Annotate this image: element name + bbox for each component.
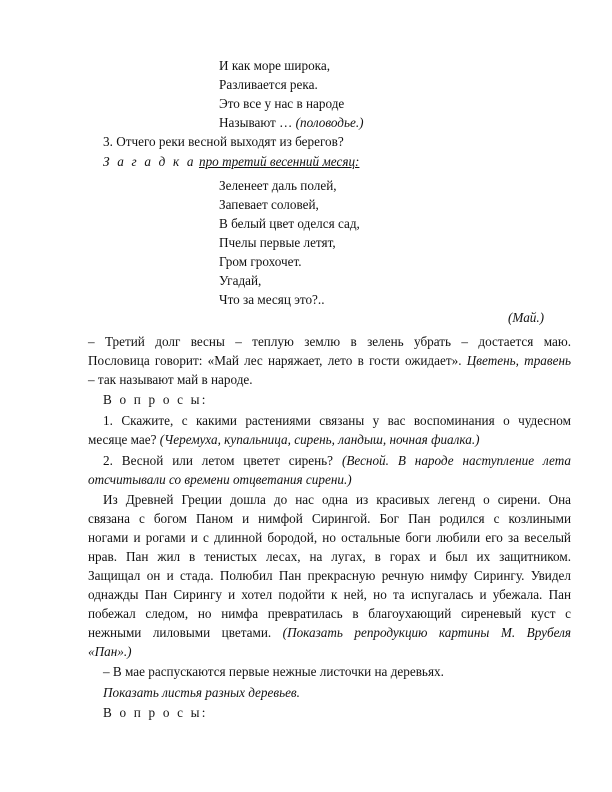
riddle-label: З а г а д к а: [103, 154, 196, 169]
poem1-line: Называют …: [219, 115, 293, 130]
question-2-line: [103, 452, 571, 470]
legend-instruction: (Показать репродукцию картины М. Врубеля: [282, 625, 572, 640]
questions-heading: В о п р о с ы:: [103, 705, 208, 720]
poem2-line: Зеленеет даль полей,: [219, 178, 337, 193]
folk-names: Цветень, травень: [466, 353, 572, 368]
question-3: 3. Отчего реки весной выходят из берегов?: [103, 134, 344, 149]
poem2-line: В белый цвет оделся сад,: [219, 216, 360, 231]
question-1-answer: (Черемуха, купальница, сирень, ландыш, ночная фиалка.): [159, 432, 480, 447]
instruction-line: Показать листья разных деревьев.: [103, 685, 300, 700]
poem2-line: Угадай,: [219, 273, 262, 288]
question-1-line: 1. Скажите, с какими растениями связаны у вас воспоминания о чудесном: [103, 413, 571, 428]
legend-line: побежал следом, но нимфа превратилась в благоухающий сиреневый куст с: [88, 606, 571, 621]
paragraph-line: – так называют май в народе.: [88, 372, 253, 387]
legend-line: Из Древней Греции дошла до нас одна из красивых легенд о сирени. Она: [103, 492, 571, 507]
questions-heading: В о п р о с ы:: [103, 392, 208, 407]
poem1-line-last: [219, 114, 364, 132]
riddle-heading: [103, 153, 359, 171]
legend-line: ногами и рогами и с длинной бородой, но остальные боги любили его за веселый: [88, 530, 571, 545]
legend-line: однажды Пан Сирингу и хотел подойти к ней, но та испугалась и убежала. Пан: [88, 587, 571, 602]
paragraph-line: – В мае распускаются первые нежные листочки на деревьях.: [103, 664, 444, 679]
legend-text: нежными лиловыми цветами.: [88, 625, 272, 640]
poem2-line: Гром грохочет.: [219, 254, 302, 269]
legend-line: [88, 624, 571, 642]
poem2-answer: (Май.): [508, 310, 545, 325]
poem1-line: Это все у нас в народе: [219, 96, 345, 111]
poem2-line: Запевает соловей,: [219, 197, 319, 212]
question-2-text: 2. Весной или летом цветет сирень?: [103, 453, 334, 468]
paragraph-line: [88, 352, 571, 370]
question-1-text: месяце мае?: [88, 432, 157, 447]
riddle-topic: про третий весенний месяц:: [198, 154, 360, 169]
poem2-line: Что за месяц это?..: [219, 292, 325, 307]
poem1-line: Разливается река.: [219, 77, 318, 92]
legend-line: нрав. Пан жил в тенистых лесах, на лугах, в горах и был их защитником.: [88, 549, 571, 564]
poem1-line: И как море широка,: [219, 58, 331, 73]
poem1-answer: (половодье.): [295, 115, 364, 130]
proverb-text: Пословица говорит: «Май лес наряжает, лето в гости ожидает».: [88, 353, 462, 368]
legend-line: связана с богом Паном и нимфой Сирингой. Бог Пан родился с козлиными: [88, 511, 571, 526]
question-2-answer-cont: отсчитывали со времени отцветания сирени.): [88, 472, 352, 487]
question-2-answer: (Весной. В народе наступление лета: [341, 453, 571, 468]
legend-line: Защищал он и стада. Полюбил Пан прекрасную речную нимфу Сирингу. Увидел: [88, 568, 571, 583]
poem2-line: Пчелы первые летят,: [219, 235, 336, 250]
legend-instruction-cont: «Пан».): [88, 644, 132, 659]
paragraph-line: – Третий долг весны – теплую землю в зелень убрать – достается маю.: [88, 334, 571, 349]
question-1-line: [88, 431, 480, 449]
